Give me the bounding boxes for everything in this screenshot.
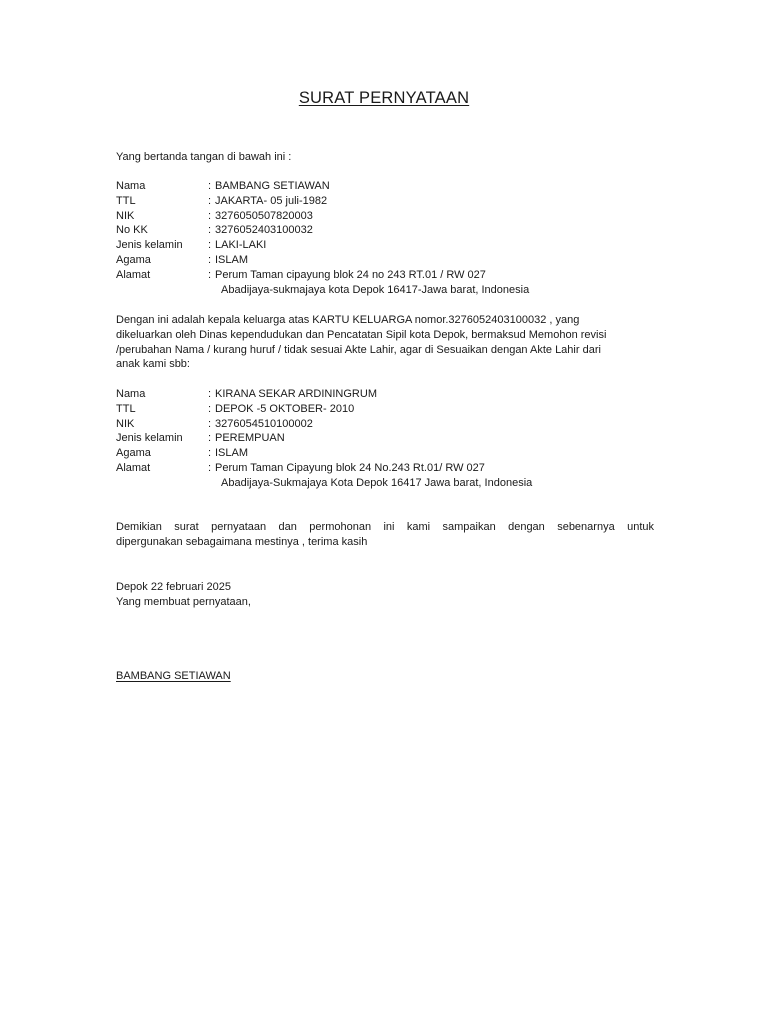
declarant-religion-row [116,253,529,268]
child-gender-row [116,431,532,446]
child-ttl: DEPOK -5 OKTOBER- 2010 [215,402,355,415]
place-date: Depok 22 februari 2025 [116,581,231,593]
child-details [116,387,532,491]
declarant-ttl-row [116,194,529,209]
declarant-ttl: JAKARTA- 05 juli-1982 [215,194,328,207]
intro-text: Yang bertanda tangan di bawah ini : [116,151,292,163]
child-address-cont-row [116,476,532,491]
field-label: Nama [116,388,146,400]
statement-line: Dengan ini adalah kepala keluarga atas KARTU KELUARGA nomor.3276052403100032 , yang [116,314,580,326]
statement-line: /perubahan Nama / kurang huruf / tidak sesuai Akte Lahir, agar di Sesuaikan dengan Akte Lahir dari [116,343,601,356]
declarant-address-row [116,268,529,283]
declarant-gender-row [116,238,529,253]
colon-separator: : [208,268,212,281]
declarant-gender: LAKI-LAKI [215,239,267,252]
declarant-address-cont-row [116,283,529,298]
statement-line: anak kami sbb: [116,358,190,371]
declarant-name: BAMBANG SETIAWAN [215,180,330,192]
field-label: No KK [116,224,148,237]
child-name: KIRANA SEKAR ARDININGRUM [215,388,377,400]
field-label: NIK [116,209,135,222]
colon-separator: : [208,239,212,252]
statement-paragraph [116,313,654,372]
colon-separator: : [208,209,212,222]
child-ttl-row [116,402,532,417]
child-nik-row [116,417,532,432]
colon-separator: : [208,461,212,474]
child-name-row [116,387,532,402]
child-religion: ISLAM [215,447,249,460]
field-label: TTL [116,194,136,207]
field-label: TTL [116,402,136,415]
field-label: Alamat [116,268,151,281]
declarant-name-row [116,179,529,194]
letter-title: SURAT PERNYATAAN [298,89,470,107]
declarant-address-continued: Abadijaya-sukmajaya kota Depok 16417-Jawa barat, Indonesia [221,283,530,296]
declarant-details [116,179,529,297]
colon-separator: : [208,432,212,445]
colon-separator: : [208,447,212,460]
closing-paragraph [116,520,654,550]
statement-line: dikeluarkan oleh Dinas kependudukan dan Pencatatan Sipil kota Depok, bermaksud Memohon revisi [116,328,607,341]
declarant-kk-number: 3276052403100032 [215,224,313,237]
declarant-nik-row [116,209,529,224]
field-label: Jenis kelamin [116,432,183,445]
colon-separator: : [208,402,212,415]
colon-separator: : [208,253,212,266]
closing-line: dipergunakan sebagaimana mestinya , terima kasih [116,535,368,548]
child-religion-row [116,446,532,461]
colon-separator: : [208,224,212,237]
closing-line: Demikian surat pernyataan dan permohonan ini kami sampaikan dengan sebenarnya untuk [116,521,654,533]
declarant-address: Perum Taman cipayung blok 24 no 243 RT.01 / RW 027 [215,268,486,281]
field-label: Nama [116,180,146,192]
child-address-continued: Abadijaya-Sukmajaya Kota Depok 16417 Jawa barat, Indonesia [221,476,533,489]
child-gender: PEREMPUAN [215,432,285,445]
declarant-nik: 3276050507820003 [215,209,313,222]
child-nik: 3276054510100002 [215,417,313,430]
field-label: Jenis kelamin [116,239,183,252]
child-address-row [116,461,532,476]
colon-separator: : [208,388,212,400]
field-label: Alamat [116,461,151,474]
field-label: Agama [116,447,151,460]
colon-separator: : [208,417,212,430]
field-label: Agama [116,253,151,266]
declarant-religion: ISLAM [215,253,249,266]
maker-label: Yang membuat pernyataan, [116,596,251,608]
colon-separator: : [208,180,212,192]
declarant-kk-row [116,223,529,238]
colon-separator: : [208,194,212,207]
signer-name: BAMBANG SETIAWAN [116,670,231,682]
field-label: NIK [116,417,135,430]
child-address: Perum Taman Cipayung blok 24 No.243 Rt.01/ RW 027 [215,461,485,474]
